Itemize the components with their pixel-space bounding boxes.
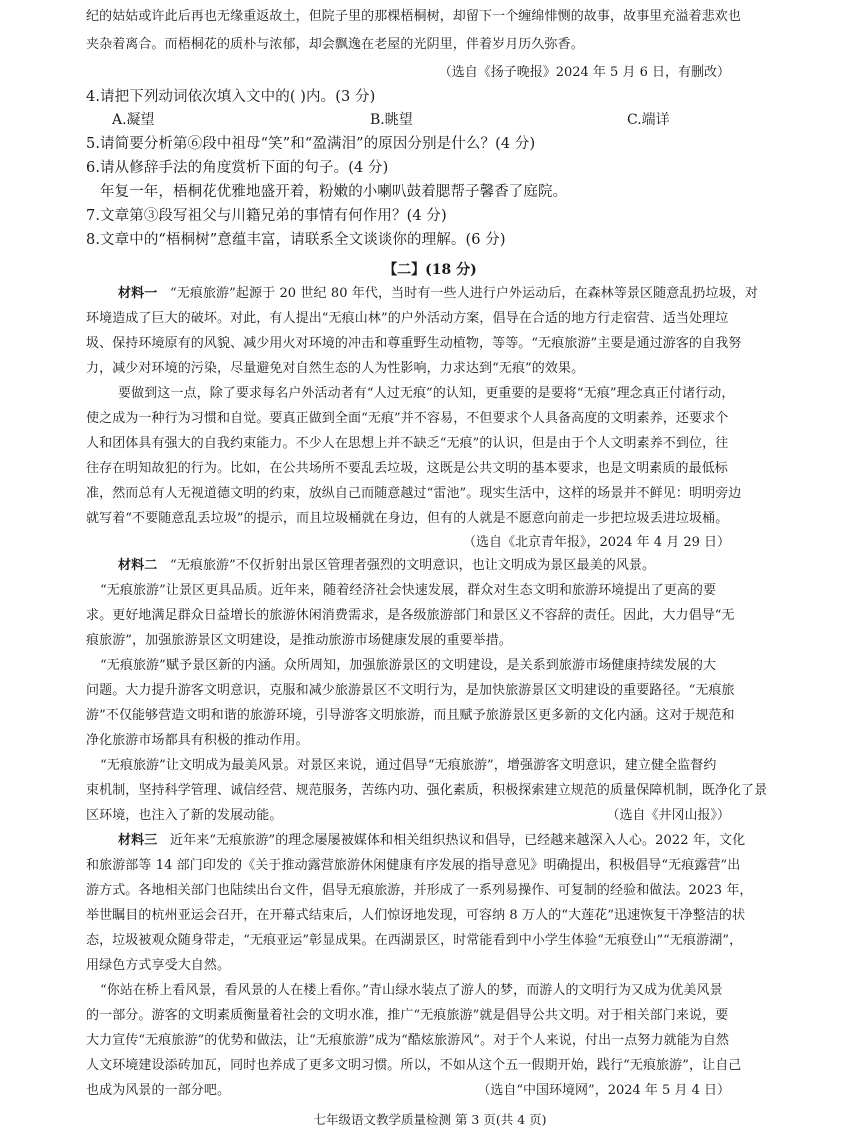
material-2-line: “无痕旅游”赋予景区新的内涵。众所周知，加强旅游景区的文明建设，是关系到旅游市场健康持续发展的大 xyxy=(100,658,717,673)
material-2-line: 求。更好地满足群众日益增长的旅游休闲消费需求，是各级旅游部门和景区义不容辞的责任。因此，大力倡导“无 xyxy=(86,608,735,623)
story-source: （选自《扬子晚报》2024 年 5 月 6 日，有删改） xyxy=(438,65,730,80)
material-1-line: 就写着“不要随意乱丢垃圾”的提示，而且垃圾桶就在身边，但有的人就是不愿意向前走一步把垃圾丢进垃圾桶。 xyxy=(86,511,729,526)
question-7: 7.文章第③段写祖父与川籍兄弟的事情有何作用？(4 分) xyxy=(86,208,447,224)
material-3-line: 举世瞩目的杭州亚运会召开，在开幕式结束后，人们惊讶地发现，可容纳 8 万人的“大莲花”迅速恢复干净整洁的状 xyxy=(86,908,746,923)
material-2-line: 束机制，坚持科学管理、诚信经营、规范服务，苦练内功、强化素质，积极探索建立规范的质量保障机制，既净化了景 xyxy=(86,783,768,798)
material-3-line: 人文环境建设添砖加瓦，同时也养成了更多文明习惯。所以，不如从这个五一假期开始，践行“无痕旅游”，让自己 xyxy=(86,1058,742,1073)
question-4: 4.请把下列动词依次填入文中的( )内。(3 分) xyxy=(86,89,376,105)
material-3-source: （选自“中国环境网”，2024 年 5 月 4 日） xyxy=(477,1083,730,1098)
material-1-source: （选自《北京青年报》，2024 年 4 月 29 日） xyxy=(462,535,730,550)
material-3-line: 大力宣传“无痕旅游”的优势和做法，让“无痕旅游”成为“酷炫旅游风”。对于个人来说，付出一点努力就能为自然 xyxy=(86,1033,730,1048)
question-6-sentence: 年复一年，梧桐花优雅地盛开着，粉嫩的小喇叭鼓着腮帮子馨香了庭院。 xyxy=(100,184,568,200)
option-b: B.眺望 xyxy=(370,112,413,128)
question-5: 5.请简要分析第⑥段中祖母“笑”和“盈满泪”的原因分别是什么？(4 分) xyxy=(86,136,536,152)
material-1-line: 往存在明知故犯的行为。比如，在公共场所不要乱丢垃圾，这既是公共文明的基本要求，也是文明素质的最低标 xyxy=(86,461,728,476)
material-3-line: 用绿色方式享受大自然。 xyxy=(86,958,231,973)
material-2-source: （选自《井冈山报》） xyxy=(606,808,730,823)
material-1-first-line xyxy=(118,285,758,303)
material-1-line: 环境造成了巨大的破坏。对此，有人提出“无痕山林”的户外活动方案，倡导在合适的地方行走宿营、适当处理垃 xyxy=(86,311,729,326)
material-1-line: 要做到这一点，除了要求每名户外活动者有“人过无痕”的认知，更重要的是要将“无痕”理念真正付诸行动， xyxy=(118,386,735,401)
material-2-first-line xyxy=(118,557,655,575)
material-3-line: 也成为风景的一部分吧。 xyxy=(86,1083,231,1098)
material-2-line: 问题。大力提升游客文明意识，克服和减少旅游景区不文明行为，是加快旅游景区文明建设的重要路径。“无痕旅 xyxy=(86,683,735,698)
material-2-text: “无痕旅游”不仅折射出景区管理者强烈的文明意识，也让文明成为景区最美的风景。 xyxy=(170,558,656,573)
material-2-line: “无痕旅游”让文明成为最美风景。对景区来说，通过倡导“无痕旅游”，增强游客文明意识，建立健全监督约 xyxy=(100,758,717,773)
material-1-label: 材料一 xyxy=(118,286,158,301)
material-3-line: 的一部分。游客的文明素质衡量着社会的文明水准，推广“无痕旅游”就是倡导公共文明。对于相关部门来说，要 xyxy=(86,1008,729,1023)
page-footer: 七年级语文教学质量检测 第 3 页(共 4 页) xyxy=(313,1112,547,1127)
material-2-line: 净化旅游市场都具有积极的推动作用。 xyxy=(86,733,309,748)
material-2-label: 材料二 xyxy=(118,558,158,573)
material-1-line: 使之成为一种行为习惯和自觉。要真正做到全面“无痕”并不容易，不但要求个人具备高度的文明素养，还要求个 xyxy=(86,411,729,426)
material-2-line: “无痕旅游”让景区更具品质。近年来，随着经济社会快速发展，群众对生态文明和旅游环境提出了更高的要 xyxy=(100,583,717,598)
question-6: 6.请从修辞手法的角度赏析下面的句子。(4 分) xyxy=(86,160,389,176)
material-1-line: 圾、保持环境原有的风貌、减少用火对环境的冲击和尊重野生动植物，等等。“无痕旅游”主要是通过游客的自我努 xyxy=(86,336,742,351)
material-3-line: 和旅游部等 14 部门印发的《关于推动露营旅游休闲健康有序发展的指导意见》明确提出，积极倡导“无痕露营”出 xyxy=(86,858,741,873)
question-8: 8.文章中的“梧桐树”意蕴丰富，请联系全文谈谈你的理解。(6 分) xyxy=(86,232,506,248)
section-heading: 【二】(18 分) xyxy=(383,262,477,278)
material-3-first-line xyxy=(118,832,745,850)
material-1-line: 力，减少对环境的污染，尽量避免对自然生态的人为性影响，力求达到“无痕”的效果。 xyxy=(86,361,585,376)
story-line: 纪的姑姑或许此后再也无缘重返故土，但院子里的那棵梧桐树，却留下一个缠绵悱恻的故事，故事里充溢着悲欢也 xyxy=(86,9,742,24)
material-2-line: 游”不仅能够营造文明和谐的旅游环境，引导游客文明旅游，而且赋予旅游景区更多新的文化内涵。这对于规范和 xyxy=(86,708,735,723)
material-1-line: 人和团体具有强大的自我约束能力。不少人在思想上并不缺乏“无痕”的认识，但是由于个人文明素养不到位，往 xyxy=(86,436,729,451)
material-3-line: 游方式。各地相关部门也陆续出台文件，倡导无痕旅游，并形成了一系列易操作、可复制的经验和做法。2023 年， xyxy=(86,883,753,898)
material-1-line: 准，然而总有人无视道德文明的约束，放纵自己而随意越过“雷池”。现实生活中，这样的场景并不鲜见：明明旁边 xyxy=(86,486,742,501)
material-3-line: “你站在桥上看风景，看风景的人在楼上看你。”青山绿水装点了游人的梦，而游人的文明行为又成为优美风景 xyxy=(100,983,723,998)
story-line: 夹杂着离合。而梧桐花的质朴与浓郁，却会飘逸在老屋的光阴里，伴着岁月历久弥香。 xyxy=(86,37,584,52)
material-2-line: 区环境，也注入了新的发展动能。 xyxy=(86,808,283,823)
material-1-text: “无痕旅游”起源于 20 世纪 80 年代，当时有一些人进行户外运动后，在森林等景区随意乱扔垃圾，对 xyxy=(170,286,758,301)
material-3-line: 态，垃圾被观众随身带走，“无痕亚运”彰显成果。在西湖景区，时常能看到中小学生体验“无痕登山”“无痕游湖”， xyxy=(86,933,743,948)
material-3-text: 近年来“无痕旅游”的理念屡屡被媒体和相关组织热议和倡导，已经越来越深入人心。2022 年，文化 xyxy=(170,833,746,848)
material-2-line: 痕旅游”，加强旅游景区文明建设，是推动旅游市场健康发展的重要举措。 xyxy=(86,633,512,648)
material-3-label: 材料三 xyxy=(118,833,158,848)
option-a: A.凝望 xyxy=(112,112,155,128)
option-c: C.端详 xyxy=(627,112,670,128)
